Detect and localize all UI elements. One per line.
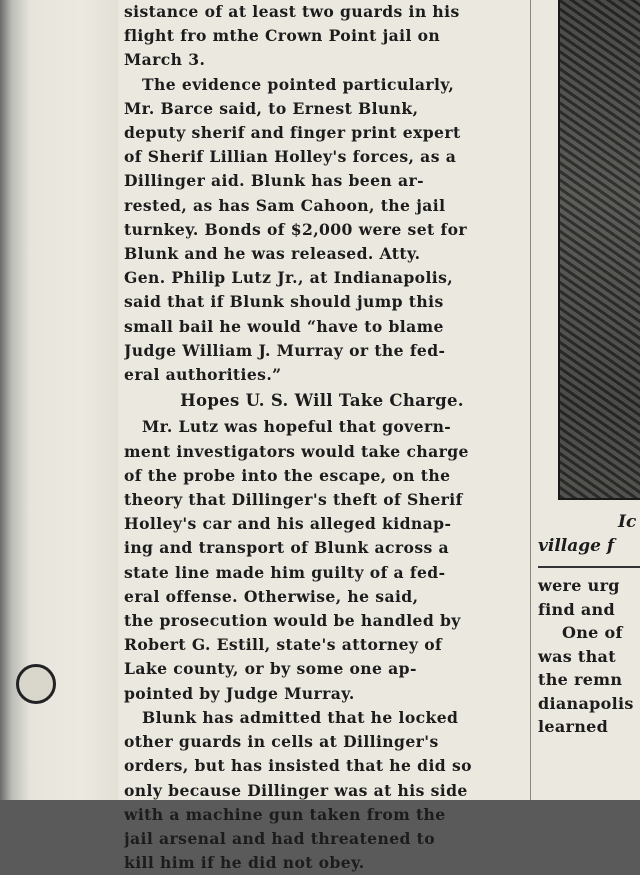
caption-line: Ic bbox=[618, 512, 637, 532]
article-line: Holley's car and his alleged kidnap- bbox=[124, 514, 452, 534]
article-line: ing and transport of Blunk across a bbox=[124, 538, 450, 558]
right-column-text bbox=[538, 574, 640, 739]
article-line: turnkey. Bonds of $2,000 were set for bbox=[124, 219, 467, 239]
article-line: deputy sherif and finger print expert bbox=[124, 123, 461, 143]
article-line: orders, but has insisted that he did so bbox=[124, 756, 472, 776]
article-line: eral authorities.” bbox=[124, 365, 282, 385]
photo-caption bbox=[538, 510, 640, 558]
article-line: Lake county, or by some one ap- bbox=[124, 659, 417, 679]
article-line: Dillinger aid. Blunk has been ar- bbox=[124, 171, 424, 191]
article-line: other guards in cells at Dillinger's bbox=[124, 732, 439, 752]
article-line: Robert G. Estill, state's attorney of bbox=[124, 635, 443, 655]
caption-line: village f bbox=[538, 536, 615, 556]
article-line: only because Dillinger was at his side bbox=[124, 780, 468, 800]
punch-hole bbox=[16, 664, 56, 704]
article-line: of Sherif Lillian Holley's forces, as a bbox=[124, 147, 457, 167]
article-paragraph-1 bbox=[124, 0, 520, 73]
article-line: of the probe into the escape, on the bbox=[124, 465, 451, 485]
article-paragraph-4 bbox=[124, 706, 520, 875]
article-line: sistance of at least two guards in his bbox=[124, 2, 460, 21]
right-line: was that bbox=[538, 646, 616, 666]
article-line: eral offense. Otherwise, he said, bbox=[124, 586, 419, 606]
article-line: Mr. Barce said, to Ernest Blunk, bbox=[124, 98, 419, 118]
article-subhead: Hopes U. S. Will Take Charge. bbox=[180, 391, 464, 411]
article-line: theory that Dillinger's theft of Sherif bbox=[124, 490, 463, 510]
binder-edge bbox=[0, 0, 118, 800]
article-paragraph-3 bbox=[124, 415, 520, 705]
article-line: pointed by Judge Murray. bbox=[124, 683, 355, 703]
right-line: were urg bbox=[538, 576, 620, 595]
article-line: small bail he would “have to blame bbox=[124, 316, 444, 336]
article-line: The evidence pointed particularly, bbox=[142, 74, 455, 94]
column-rule bbox=[530, 0, 531, 800]
article-line: ment investigators would take charge bbox=[124, 441, 469, 461]
article-line: kill him if he did not obey. bbox=[124, 853, 365, 873]
article-line: March 3. bbox=[124, 50, 206, 70]
article-line: Blunk and he was released. Atty. bbox=[124, 244, 421, 264]
article-line: with a machine gun taken from the bbox=[124, 804, 446, 824]
right-line: One of bbox=[562, 623, 623, 642]
article-line: said that if Blunk should jump this bbox=[124, 292, 444, 312]
article-line: Gen. Philip Lutz Jr., at Indianapolis, bbox=[124, 268, 454, 288]
article-line: the prosecution would be handled by bbox=[124, 611, 461, 631]
article-line: jail arsenal and had threatened to bbox=[124, 828, 436, 848]
article-line: Mr. Lutz was hopeful that govern- bbox=[142, 417, 452, 437]
halftone-photo bbox=[558, 0, 640, 500]
right-column bbox=[538, 510, 640, 739]
article-column bbox=[124, 0, 520, 875]
right-line: dianapolis bbox=[538, 693, 634, 713]
right-line: learned bbox=[538, 717, 609, 736]
article-line: flight fro mthe Crown Point jail on bbox=[124, 26, 441, 46]
right-line: the remn bbox=[538, 670, 623, 689]
article-line: rested, as has Sam Cahoon, the jail bbox=[124, 195, 446, 215]
right-line: find and bbox=[538, 599, 615, 619]
article-line: Judge William J. Murray or the fed- bbox=[124, 340, 446, 360]
article-paragraph-2 bbox=[124, 73, 520, 388]
caption-rule bbox=[538, 566, 640, 568]
article-line: state line made him guilty of a fed- bbox=[124, 562, 446, 582]
article-line: Blunk has admitted that he locked bbox=[142, 707, 459, 727]
